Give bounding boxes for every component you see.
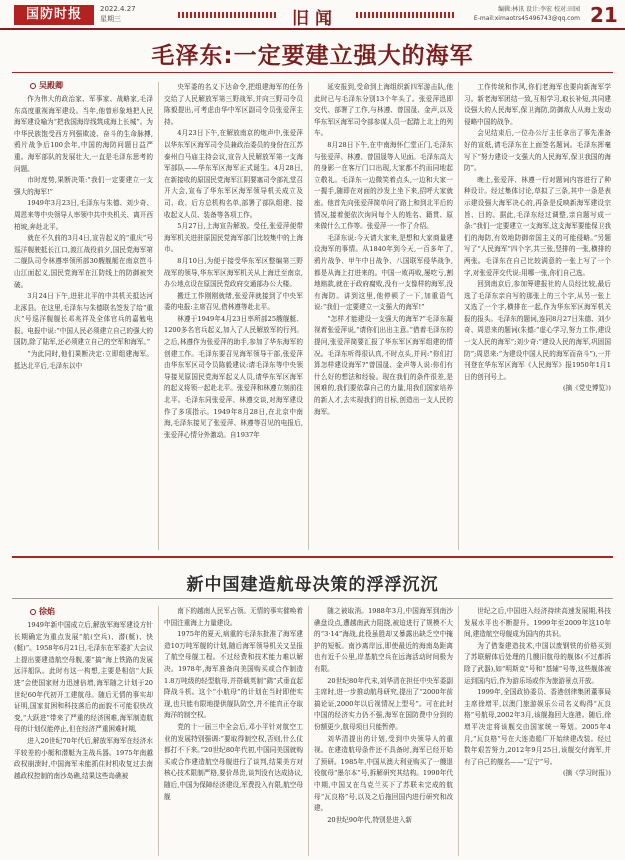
column-divider <box>158 606 159 856</box>
column-divider <box>308 82 309 550</box>
page-header <box>0 0 625 30</box>
article1-byline: 吴殿卿 <box>30 80 63 91</box>
article2-source: (摘《学习时报》) <box>562 769 611 778</box>
decorative-bars-left <box>178 12 276 18</box>
article2-column-4: 世纪之后,中国进入经济持续高速发展期,科技发展水平也不断提升。1999年至2009年这10年间,建造航空母舰成为国内的共识。 为了借鉴建造技术,中国以废钢铁的价格买到了苏联解体后处理的几艘旧航母的舰体(不过都拆除了武器),如“明斯克”号和“基辅”号等,这些舰体被运到国内后,作为游乐场或作为旅游景点开放。 1999年,全国政协委员、香港创律集团董事局主席徐增平,以澳门旅游娱乐公司名义购得“瓦良格”号航母,2002年3月,该舰拖回大连港。随后,徐增平决定将该舰交由国家统一筹划。2005年4月,“瓦良格”号在大连造船厂开始续建改装。经过数年艰苦努力,2012年9月25日,该舰交付海军,并有了自己的舰名——“辽宁”号。 (摘《学习时报》) <box>464 606 611 856</box>
byline-dot-icon <box>30 83 36 89</box>
byline-dot-icon <box>30 609 36 615</box>
column-divider <box>158 82 159 550</box>
article1-column-4: 工作传统和作风,你们老海军也要向新海军学习。新老海军团结一致,互相学习,取长补短,共同建设强大的人民海军,保卫海防,防御敌人从海上发动侵略中国的战争。 会见结束后,一位办公厅主任拿出了事先准备好的宣纸,请毛泽东在上面签名题词。毛泽东挥毫写下“努力建设一支强大的人民海军,保卫我国的海防”。 晚上,张爱萍、林遵一行对题词内容进行了种种设计。经过集体讨论,草拟了三条,其中一条是表示建设强大海军决心的,再条是反映新海军建设宗旨、目的。据此,毛泽东经过调整,亲自题写成一条:“我们一定要建立一支海军,这支海军要能保卫我们的海防,有效地防御帝国主义的可能侵略。”另题写了“人民海军”四个字,共三张,竖排的一张,横排的两张。毛泽东在自己比较满意的一张上写了一个字,对张爱萍交代说:用哪一张,你们自己选。 回到南京后,参加筹建报社的人员经比较,最后选了毛泽东亲自写的那张上的三个字,从另一张上又选了一个字,横排在一起,作为华东军区海军机关报的报头。毛泽东的题词,连同8月27日朱德、刘少奇、周恩来的题词(朱德:“虚心学习,努力工作,建设一支人民的海军”;刘少奇:“建设人民的海军,巩固国防”;周恩来:“为建设中国人民的海军而奋斗”),一并刊登在华东军区海军《人民海军》报1950年1月1日的创刊号上。 (摘《党史博览》) <box>464 82 611 550</box>
article2-headline: 新中国建造航母决策的浮浮沉沉 <box>186 575 439 595</box>
column-divider <box>458 82 459 550</box>
decorative-bars-right <box>356 12 454 18</box>
article-separator <box>12 556 613 558</box>
headline-rule <box>12 598 613 599</box>
column-divider <box>458 606 459 856</box>
article1-headline: 毛泽东:一定要建立强大的海军 <box>151 43 474 69</box>
issue-date: 2022.4.27 星期三 <box>100 5 136 23</box>
editor-credits: 编辑:林讯 设计:李宏 校对:田园 E-mail:ximaotrs45496743@qq.com <box>473 6 580 22</box>
article2-column-3: 随之被取消。1988年3月,中国海军到南沙礁盘设点,遭越南武力阻挠,被迫进行了规模不大的“3·14”海战,此役虽胜却又暴露出缺乏空中掩护的短板。南沙离岸远,即使最近的海南岛距离也有近千公里,岸基航空兵在远海活动时间极为有限。 20世纪80年代末,刘华清在担任中央军委副主席时,进一步推动航母研究,提出了“2000年前搞论证,2000年以后视情况上型号”。可在此时中国的经济实力仍不强,海军在国防费中分到的份额更少,航母项目只能暂停。 刘华清提出的计划,受到中央领导人的重视。在建造航母条件还不具备时,海军已经开始了预研。1985年,中国从澳大利亚购买了一艘退役航母“墨尔本”号,拆解研究其结构。1990年代中期,中国又在乌克兰买下了苏联未完成的航母“瓦良格”号,以及之后拖回国内进行研究和改建。 20世纪90年代,特别是进入新 <box>314 607 453 824</box>
article2-column-1: 1949年新中国成立后,解放军海军建设方针长期确定为重点发展“航(空兵)、潜(艇)、快(艇)”。1958年6月21日,毛泽东在军委扩大会议上提出要建造航空母舰,要“搞”海上铁路的发展远洋船队。此时有这一构想,主要是相信“大跃进”会使国家财力迅速倍增,海军随之计划于20世纪60年代初开工建航母。随后无情的事实却证明,国家贫困和科技落后的面貌不可能很快改变,“大跃进”带来了严重的经济困难,海军制造航母的计划仅能停止,但在经济严重困难时期, 进入20世纪70年代后,解放军海军在经济水平较差的小艇和潜艇为主战兵器。1975年南越政权崩溃时,中国海军未能抓住时机收复过去南越政权控制的南沙岛礁,结果这些岛礁被 <box>14 621 153 780</box>
section-title: 旧闻 <box>292 9 338 29</box>
newspaper-logo: 国防时报 <box>14 5 94 25</box>
article2-column-2: 南下的越南人民军占领。无情的事实催唤着中国注重海上力量建设。 1975年的夏天,病重的毛泽东批准了海军建造10万吨军舰的计划,随后海军领导机关又呈报了航空母舰工程。不过经费和技术能力难以解决。1978年,海军准备向美国购买或合作制造1.8万吨级的轻型航母,并搭载英制“鹞”式垂直起降战斗机。这个“小航母”的计划在当时即使实现,也只能有限地提供舰队防空,并不能真正夺取海洋的制空权。 党的十一届三中全会后,邓小平针对航空工业的发展特别强调:“要取得制空权,否则,什么仗都打不下来。”20世纪80年代初,中国同美国就购买或合作建造航空母舰进行了谈判,结果美方对核心技术限制严格,要价昂贵,谈判没有达成协议,随后,中国为保障经济建设,军费投入有限,航空母舰 <box>164 607 303 801</box>
article1-source: (摘《党史博览》) <box>562 384 611 393</box>
page-number: 21 <box>590 3 618 27</box>
article1-column-1: 作为伟大的政治家、军事家、战略家,毛泽东高度重视海军建设。当年,他曾形象地把人民海军建设喻为“把我国海岸线筑成海上长城”。为中华民族饱受西方列强欺凌、奋斗的生命脉搏,鸦片战争后100余年,中国的海防问题日益严重。海军部队的发展壮大,一直是毛泽东思考的问题。 市时度势,果断决策:“我们一定要建立一支强大的海军!” 1949年3月23日,毛泽东与朱德、刘少奇、周恩来等中央领导人率领中共中央机关、离开西柏坡,奔赴北平。 就在不久前的3月4日,宣告起义的“重庆”号巡洋舰驶抵长江口,渡江战役前夕,国民党海军第二舰队司令林遵率领所部30艘舰艇在南京笆斗山江面起义,国民党海军在江防线上的防御被突破。 3月24日下午,进驻北平的中共机关抵达河北涿县。在这里,毛泽东与朱德联名签发了给“重庆”号巡洋舰舰长邓兆祥及全体官兵的嘉勉电报。电报中说:“中国人民必须建立自己的强大的国防,除了陆军,还必须建立自己的空军和海军。” “为此同时,他们果断决定:立即组建海军。抵达北平后,毛泽东以中 <box>14 95 153 370</box>
column-divider <box>308 606 309 856</box>
headline-rule <box>12 72 613 73</box>
article2-byline: 徐焰 <box>30 606 55 617</box>
article1-column-3: 延安报到,受命到上海组织新四军游击队,他此时已与毛泽东分别13个年头了。张爱萍迅即交代、部署了工作,与林遵、曾国晟、金声,以及华东军区海军司令部参谋人员一起踏上北上的列车。 8月28日下午,在中南海怀仁堂正门,毛泽东与张爱萍、林遵、曾国晟等人见面。毛泽东高大的身影一在客厅门口出现,大家都不约而同地起立敬礼。毛泽东一边微笑着点头,一边和大家一一握手,随即在对面的沙发上坐下来,招呼大家就座。他首先向张爱萍简单问了路上和到北平后的情况,接着便依次询问每个人的姓名、籍贯、原来做什么工作等。张爱萍一一作了介绍。 毛泽东说:今天请大家来,是想和大家商量建设海军的事情。从1840年到今天,一百多年了,鸦片战争、甲午中日战争、八国联军侵华战争,都是从海上打进来的。中国一败再败,屡吃亏,割地赔款,就在于政府腐败,没有一支像样的海军,没有海防。讲到这里,他停顿了一下,加重语气说:“我们一定要建立一支强大的海军!” “怎样才能建设一支强大的海军?”毛泽东凝视着张爱萍说,“请你们出出主意。”借着毛泽东的提问,张爱萍简要汇报了华东军区海军组建的情况。毛泽东听得很认真,不时点头,并问:“你们打算怎样建设海军?”曾国晟、金声等人说:你们有什么好的想法和经验。现在我们的条件很差,是困难的,我们要依靠自己的力量,用我们国家培养的新人才,去实现我们的目标,创造出一支人民的海军。 <box>314 83 453 416</box>
article1-column-2: 央军委的名义下达命令,把组建海军的任务交给了人民解放军第三野战军,并向三野司令员陈毅提出,可考虑由华中军区副司令员张爱萍主持。 4月23日下午,在解放南京的炮声中,张爱萍以华东军区海军司令员兼政治委员的身份在江苏泰州白马庙主持会议,宣告人民解放军第一支海军部队——华东军区海军正式诞生。4月28日,在新接收的原国民党海军江阴要塞司令部礼堂召开大会,宣布了华东军区海军领导机关成立及司、政、后方总机构名单,部署了部队组建、接收起义人员、装备等各项工作。 5月27日,上海宣告解放。受任,张爱萍便带海军机关进驻原国民党海军部门比较集中的上海市。 8月10日,为便于接受华东军区整编第三野战军的领导,华东军区海军机关从上海迁至南京,办公地点设在原国民党政府交通部办公大楼。 搬迁工作刚刚就绪,张爱萍就接到了中央军委的电报:主席召见,借林遵等赴北平。 林遵于1949年4月23日率所部25艘舰艇、1200多名官兵起义,加入了人民解放军的行列。之后,林遵作为张爱萍的助手,参加了华东海军的创建工作。毛泽东要召见海军领导干部,张爱萍由华东军区司令员陈毅建议:请毛泽东等中央领导接见原国民党海军起义人员,请华东军区海军的起义将领一起赴北平。张爱萍和林遵立刻前往北平。毛泽东同张爱萍、林遵交谈,对海军建设作了多项指示。1949年8月28日,在北京中南海,毛泽东接见了张爱萍、林遵等召见的电报后,张爱萍心情分外激动。自1937年 <box>164 83 303 439</box>
